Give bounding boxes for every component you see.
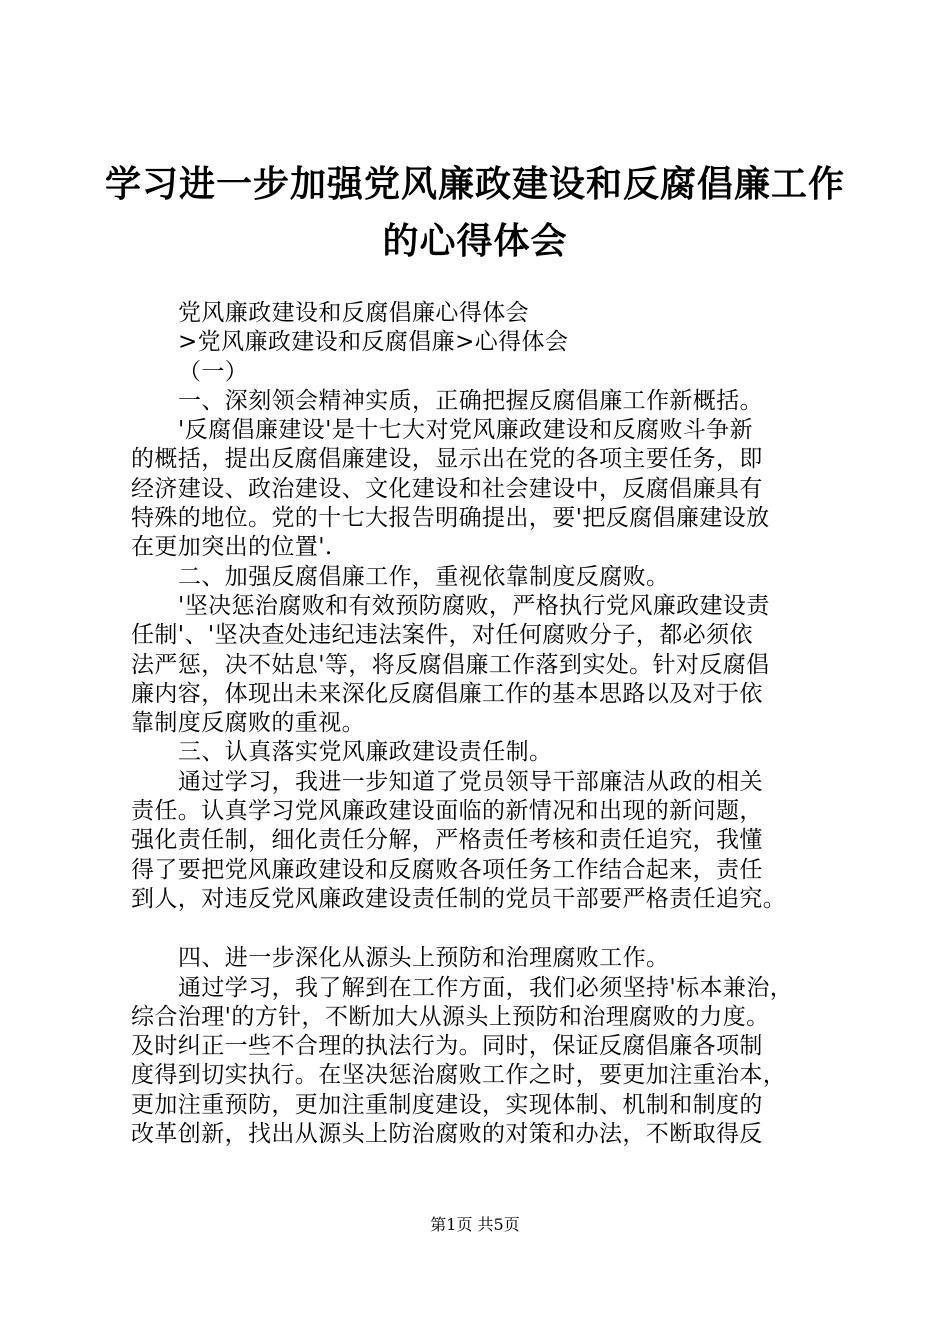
text-line: 通过学习，我了解到在工作方面，我们必须坚持'标本兼治，	[178, 974, 794, 1001]
text-line: 任制'、'坚决查处违纪违法案件，对任何腐败分子，都必须依	[131, 622, 753, 649]
section-heading: 二、加强反腐倡廉工作，重视依靠制度反腐败。	[178, 563, 670, 590]
text-line: 通过学习，我进一步知道了党员领导干部廉洁从政的相关	[178, 768, 763, 795]
text-line: 强化责任制，细化责任分解，严格责任考核和责任追究，我懂	[131, 827, 763, 854]
section-heading: 三、认真落实党风廉政建设责任制。	[178, 739, 553, 766]
document-title-line-1: 学习进一步加强党风廉政建设和反腐倡廉工作	[104, 164, 845, 205]
text-line: 党风廉政建设和反腐倡廉心得体会	[178, 300, 529, 326]
text-line: 更加注重预防，更加注重制度建设，实现体制、机制和制度的	[131, 1091, 763, 1118]
text-line: （一）	[178, 358, 249, 385]
text-line: 改革创新，找出从源头上防治腐败的对策和办法，不断取得反	[131, 1121, 763, 1148]
text-line: 综合治理'的方针，不断加大从源头上预防和治理腐败的力度。	[131, 1003, 770, 1030]
text-line: 靠制度反腐败的重视。	[131, 710, 365, 737]
text-line: 法严惩，决不姑息'等，将反腐倡廉工作落到实处。针对反腐倡	[131, 651, 770, 678]
text-line: 在更加突出的位置'.	[131, 534, 333, 561]
text-line: >党风廉政建设和反腐倡廉>心得体会	[178, 329, 569, 356]
text-line: 经济建设、政治建设、文化建设和社会建设中，反腐倡廉具有	[131, 475, 763, 502]
paragraph-gap	[131, 914, 851, 944]
section-heading: 四、进一步深化从源头上预防和治理腐败工作。	[178, 945, 670, 972]
text-line: 特殊的地位。党的十七大报告明确提出，要'把反腐倡廉建设放	[131, 505, 770, 532]
page-number-footer: 第1页 共5页	[430, 1215, 520, 1234]
text-line: 的概括，提出反腐倡廉建设，显示出在党的各项主要任务，即	[131, 446, 763, 473]
text-line: 到人，对违反党风廉政建设责任制的党员干部要严格责任追究。	[131, 885, 787, 912]
text-line: 度得到切实执行。在坚决惩治腐败工作之时，要更加注重治本，	[131, 1062, 787, 1089]
text-line: '反腐倡廉建设'是十七大对党风廉政建设和反腐败斗争新	[178, 417, 754, 444]
text-line: 及时纠正一些不合理的执法行为。同时，保证反腐倡廉各项制	[131, 1033, 763, 1060]
section-heading: 一、深刻领会精神实质，正确把握反腐倡廉工作新概括。	[178, 387, 763, 414]
text-line: 廉内容，体现出未来深化反腐倡廉工作的基本思路以及对于依	[131, 680, 763, 707]
text-line: 得了要把党风廉政建设和反腐败各项任务工作结合起来，责任	[131, 856, 763, 883]
text-line: 责任。认真学习党风廉政建设面临的新情况和出现的新问题，	[131, 798, 763, 825]
text-line: '坚决惩治腐败和有效预防腐败，严格执行党风廉政建设责	[178, 592, 770, 619]
document-body	[131, 299, 851, 1149]
document-title-line-2: 的心得体会	[382, 221, 568, 262]
